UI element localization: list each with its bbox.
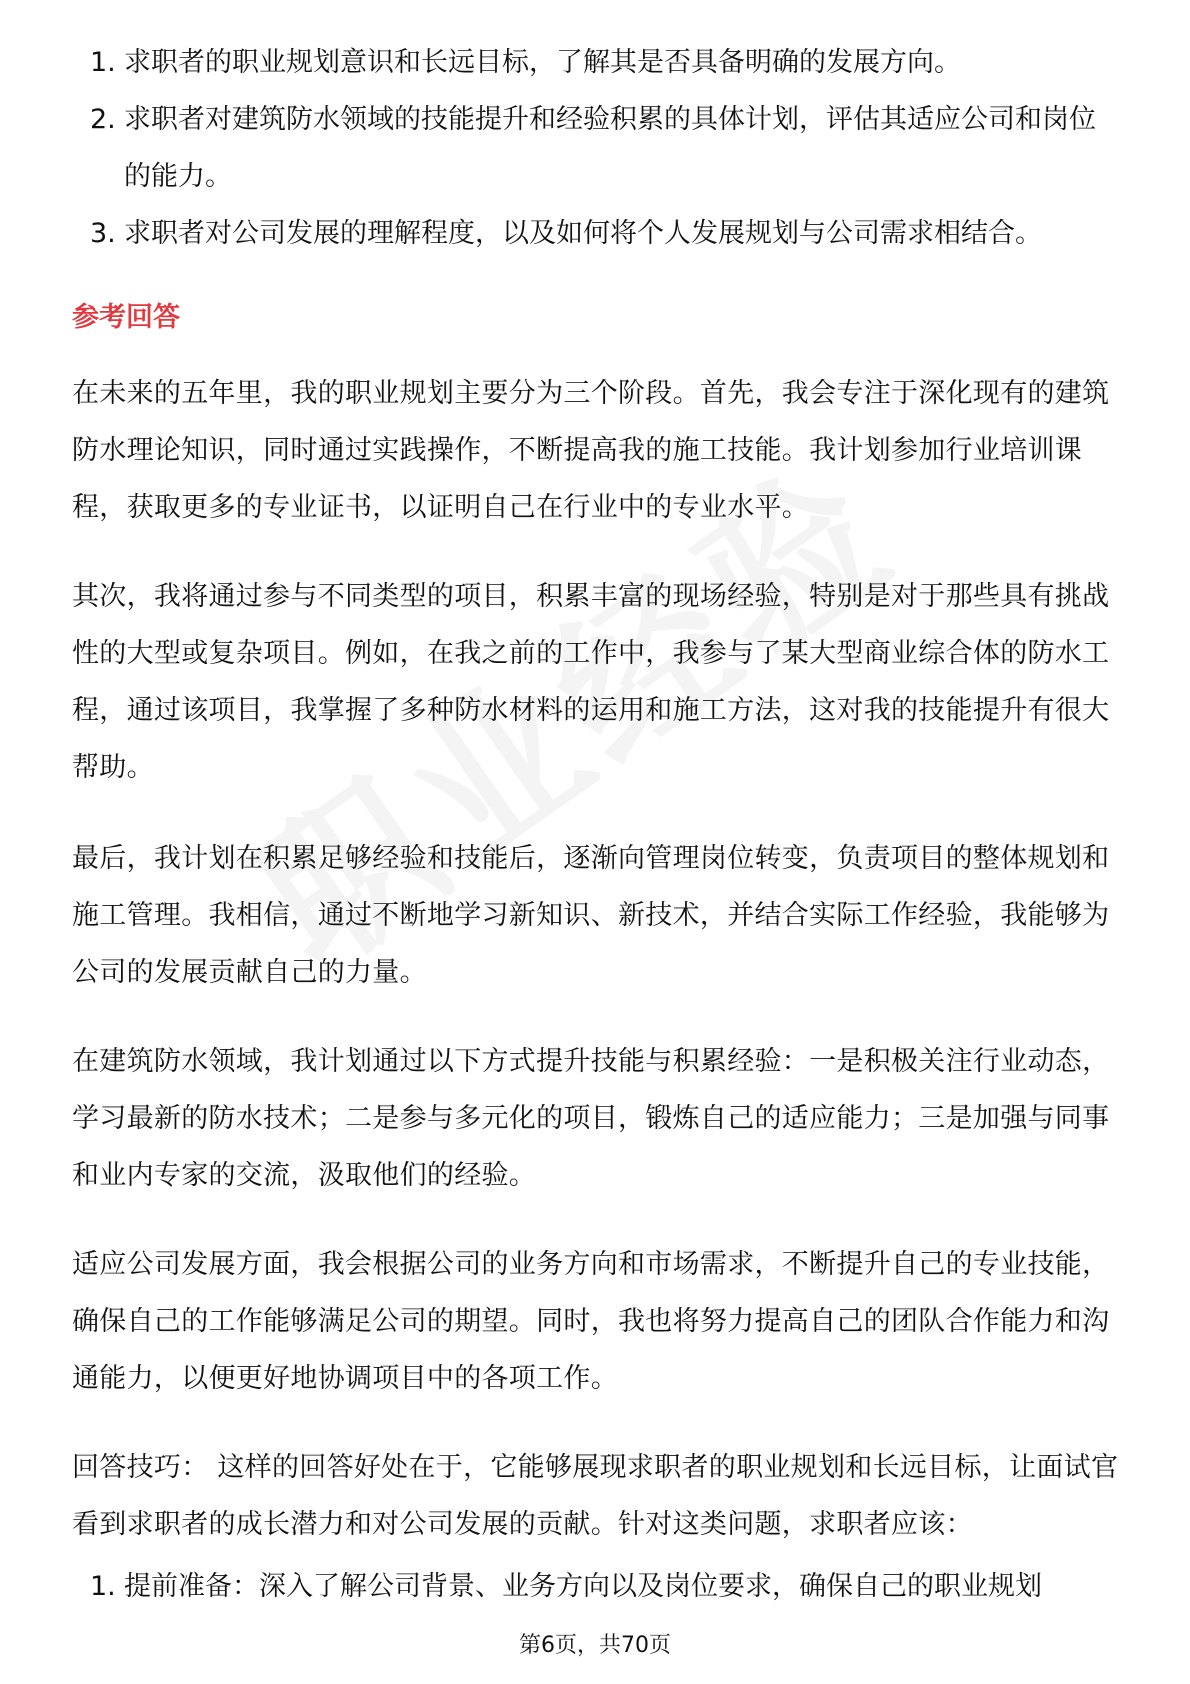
paragraph-4: 在建筑防水领域，我计划通过以下方式提升技能与积累经验：一是积极关注行业动态，学习最新的防水技术；二是参与多元化的项目，锻炼自己的适应能力；三是加强与同事和业内专家的交流，汲取他们的经验。	[72, 1046, 1110, 1191]
reference-heading: 参考回答	[72, 302, 180, 333]
list-number: 3.	[90, 218, 116, 249]
list-number: 2.	[90, 104, 116, 135]
criteria-list	[72, 34, 1122, 262]
paragraph-1: 在未来的五年里，我的职业规划主要分为三个阶段。首先，我会专注于深化现有的建筑防水理论知识，同时通过实践操作，不断提高我的施工技能。我计划参加行业培训课程，获取更多的专业证书，以证明自己在行业中的专业水平。	[72, 378, 1110, 523]
list-item	[72, 205, 1122, 262]
tips-list	[72, 1558, 1122, 1615]
list-text: 求职者对建筑防水领域的技能提升和经验积累的具体计划，评估其适应公司和岗位的能力。	[124, 104, 1096, 192]
list-text: 求职者的职业规划意识和长远目标，了解其是否具备明确的发展方向。	[124, 47, 961, 78]
answer-tips: 回答技巧： 这样的回答好处在于，它能够展现求职者的职业规划和长远目标，让面试官看到求职者的成长潜力和对公司发展的贡献。针对这类问题，求职者应该：	[72, 1452, 1119, 1540]
list-number: 1.	[90, 47, 116, 78]
list-number: 1.	[90, 1571, 116, 1602]
paragraph-2: 其次，我将通过参与不同类型的项目，积累丰富的现场经验，特别是对于那些具有挑战性的大型或复杂项目。例如，在我之前的工作中，我参与了某大型商业综合体的防水工程，通过该项目，我掌握了多种防水材料的运用和施工方法，这对我的技能提升有很大帮助。	[72, 581, 1110, 783]
paragraph-3: 最后，我计划在积累足够经验和技能后，逐渐向管理岗位转变，负责项目的整体规划和施工管理。我相信，通过不断地学习新知识、新技术，并结合实际工作经验，我能够为公司的发展贡献自己的力量。	[72, 843, 1110, 988]
list-text: 求职者对公司发展的理解程度，以及如何将个人发展规划与公司需求相结合。	[124, 218, 1042, 249]
list-item	[72, 1558, 1122, 1615]
list-item	[72, 34, 1122, 91]
list-text: 提前准备：深入了解公司背景、业务方向以及岗位要求，确保自己的职业规划	[124, 1571, 1042, 1602]
paragraph-5: 适应公司发展方面，我会根据公司的业务方向和市场需求，不断提升自己的专业技能，确保自己的工作能够满足公司的期望。同时，我也将努力提高自己的团队合作能力和沟通能力，以便更好地协调项目中的各项工作。	[72, 1249, 1110, 1394]
page-number: 第6页，共70页	[519, 1633, 671, 1658]
list-item	[72, 91, 1122, 205]
